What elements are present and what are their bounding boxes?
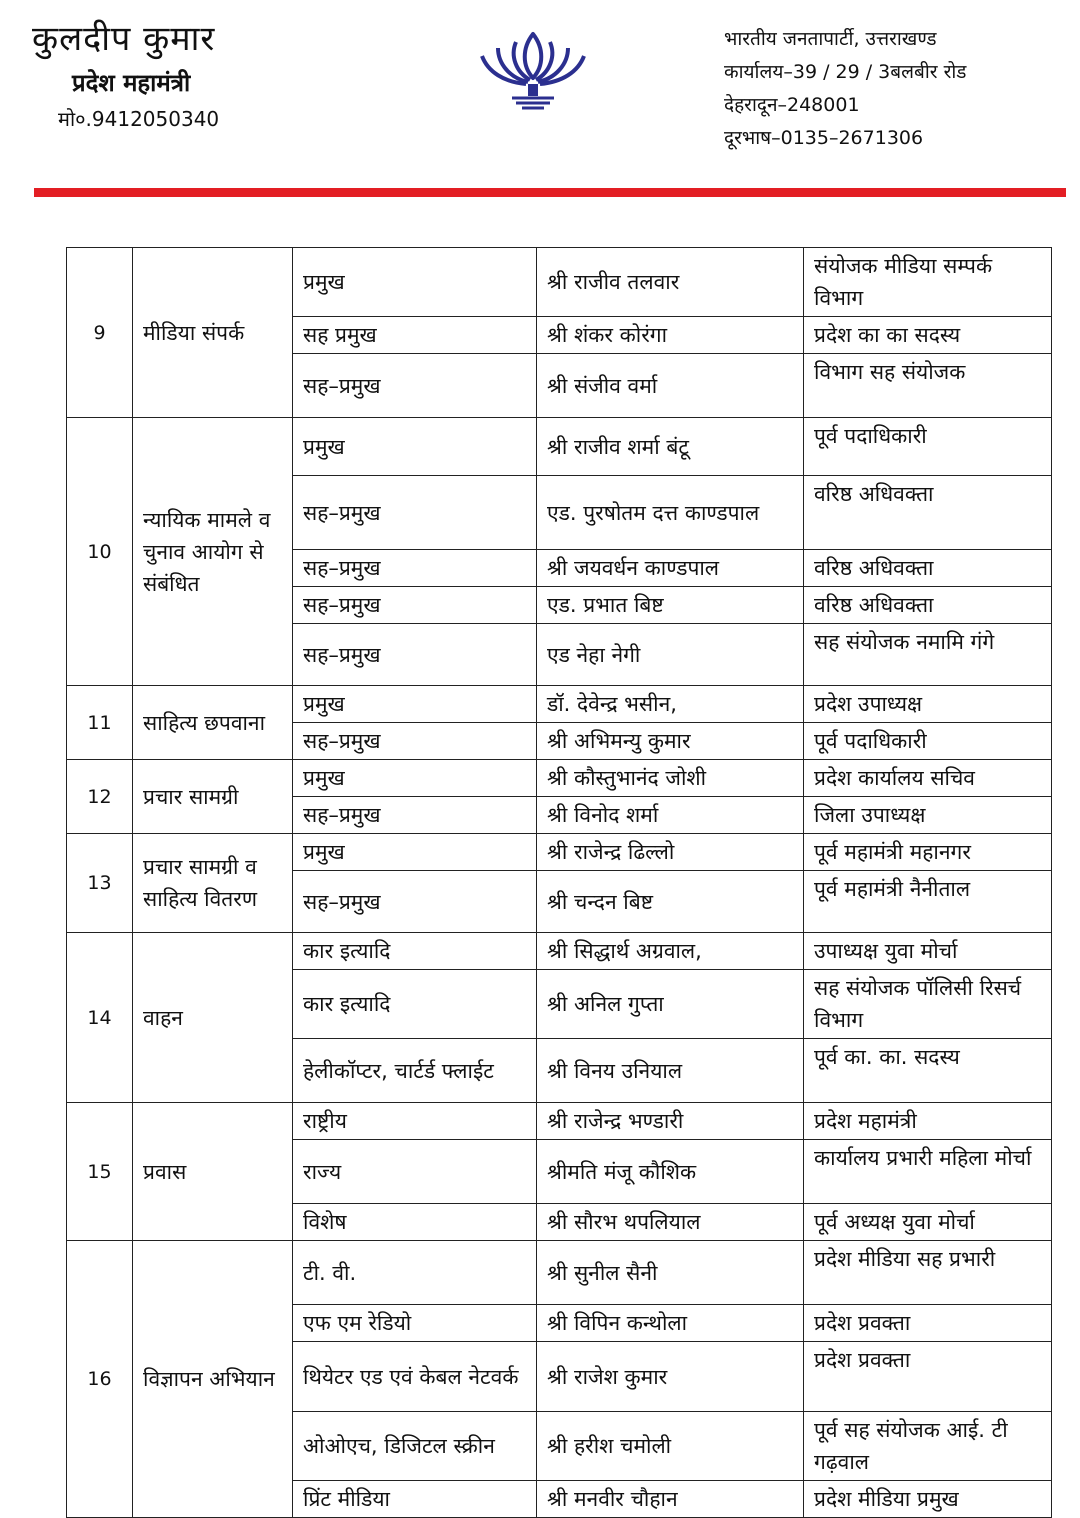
table-row: [67, 834, 1052, 871]
department-name: प्रचार सामग्री व साहित्य वितरण: [133, 834, 293, 933]
designation: सह संयोजक नमामि गंगे: [804, 624, 1052, 686]
person-name: श्री राजेन्द्र भण्डारी: [537, 1103, 804, 1140]
role-cell: कार इत्यादि: [293, 933, 537, 970]
designation: वरिष्ठ अधिवक्ता: [804, 587, 1052, 624]
role-cell: प्रमुख: [293, 418, 537, 476]
table-row: [67, 933, 1052, 970]
role-cell: प्रमुख: [293, 686, 537, 723]
serial-number: 10: [67, 418, 133, 686]
person-name: श्री चन्दन बिष्ट: [537, 871, 804, 933]
designation: प्रदेश उपाध्यक्ष: [804, 686, 1052, 723]
designation: सह संयोजक पॉलिसी रिसर्च विभाग: [804, 970, 1052, 1039]
person-name: श्री सौरभ थपलियाल: [537, 1204, 804, 1241]
serial-number: 16: [67, 1241, 133, 1518]
role-cell: राज्य: [293, 1140, 537, 1204]
role-cell: सह–प्रमुख: [293, 871, 537, 933]
designation: प्रदेश प्रवक्ता: [804, 1305, 1052, 1342]
designation: पूर्व सह संयोजक आई. टी गढ़वाल: [804, 1412, 1052, 1481]
person-name: श्री राजेन्द्र ढिल्लो: [537, 834, 804, 871]
person-name: श्री मनवीर चौहान: [537, 1481, 804, 1518]
org-name: भारतीय जनतापार्टी, उत्तराखण्ड: [724, 28, 937, 50]
serial-number: 11: [67, 686, 133, 760]
person-name: एड. प्रभात बिष्ट: [537, 587, 804, 624]
role-cell: प्रमुख: [293, 834, 537, 871]
department-name: न्यायिक मामले व चुनाव आयोग से संबंधित: [133, 418, 293, 686]
role-cell: सह–प्रमुख: [293, 723, 537, 760]
designation: प्रदेश मीडिया प्रमुख: [804, 1481, 1052, 1518]
office-address: कार्यालय–39 / 29 / 3बलबीर रोड: [724, 61, 967, 83]
designation: वरिष्ठ अधिवक्ता: [804, 476, 1052, 550]
person-name: श्री राजीव शर्मा बंटू: [537, 418, 804, 476]
role-cell: प्रिंट मीडिया: [293, 1481, 537, 1518]
serial-number: 9: [67, 248, 133, 418]
designation: पूर्व पदाधिकारी: [804, 723, 1052, 760]
person-name: श्री विनोद शर्मा: [537, 797, 804, 834]
person-name: श्री शंकर कोरंगा: [537, 317, 804, 354]
role-cell: सह–प्रमुख: [293, 354, 537, 418]
person-name: श्री विपिन कन्थोला: [537, 1305, 804, 1342]
person-name: श्री कौस्तुभानंद जोशी: [537, 760, 804, 797]
person-name: श्री संजीव वर्मा: [537, 354, 804, 418]
role-cell: सह–प्रमुख: [293, 587, 537, 624]
person-name: श्री सुनील सैनी: [537, 1241, 804, 1305]
person-name: श्री सिद्धार्थ अग्रवाल,: [537, 933, 804, 970]
role-cell: सह प्रमुख: [293, 317, 537, 354]
designation: पूर्व पदाधिकारी: [804, 418, 1052, 476]
designation: प्रदेश महामंत्री: [804, 1103, 1052, 1140]
designation: प्रदेश मीडिया सह प्रभारी: [804, 1241, 1052, 1305]
designation: प्रदेश प्रवक्ता: [804, 1342, 1052, 1412]
header-divider: [34, 188, 1066, 197]
person-name: एड नेहा नेगी: [537, 624, 804, 686]
person-name: श्री विनय उनियाल: [537, 1039, 804, 1103]
department-name: प्रवास: [133, 1103, 293, 1241]
serial-number: 12: [67, 760, 133, 834]
designation: पूर्व महामंत्री नैनीताल: [804, 871, 1052, 933]
designation: पूर्व महामंत्री महानगर: [804, 834, 1052, 871]
designation: विभाग सह संयोजक: [804, 354, 1052, 418]
role-cell: प्रमुख: [293, 248, 537, 317]
role-cell: सह–प्रमुख: [293, 550, 537, 587]
table-row: [67, 760, 1052, 797]
table-row: [67, 686, 1052, 723]
department-name: प्रचार सामग्री: [133, 760, 293, 834]
table-row: [67, 248, 1052, 317]
responsibility-table: [66, 247, 1052, 1518]
phone: दूरभाष–0135–2671306: [724, 127, 924, 149]
role-cell: थियेटर एड एवं केबल नेटवर्क: [293, 1342, 537, 1412]
designation: जिला उपाध्यक्ष: [804, 797, 1052, 834]
table-row: [67, 418, 1052, 476]
serial-number: 13: [67, 834, 133, 933]
letterhead-address: [724, 26, 966, 158]
table-row: [67, 1241, 1052, 1305]
role-cell: सह–प्रमुख: [293, 624, 537, 686]
designation: कार्यालय प्रभारी महिला मोर्चा: [804, 1140, 1052, 1204]
role-cell: टी. वी.: [293, 1241, 537, 1305]
department-name: साहित्य छपवाना: [133, 686, 293, 760]
role-cell: कार इत्यादि: [293, 970, 537, 1039]
sender-post: प्रदेश महामंत्री: [72, 69, 191, 97]
role-cell: सह–प्रमुख: [293, 476, 537, 550]
role-cell: विशेष: [293, 1204, 537, 1241]
table-row: [67, 1103, 1052, 1140]
designation: प्रदेश कार्यालय सचिव: [804, 760, 1052, 797]
designation: उपाध्यक्ष युवा मोर्चा: [804, 933, 1052, 970]
city: देहरादून–248001: [724, 94, 860, 116]
serial-number: 14: [67, 933, 133, 1103]
designation: संयोजक मीडिया सम्पर्क विभाग: [804, 248, 1052, 317]
person-name: श्री राजेश कुमार: [537, 1342, 804, 1412]
department-name: मीडिया संपर्क: [133, 248, 293, 418]
letterhead-sender: [32, 14, 219, 132]
department-name: विज्ञापन अभियान: [133, 1241, 293, 1518]
lotus-logo-icon: [478, 26, 588, 112]
person-name: श्री राजीव तलवार: [537, 248, 804, 317]
person-name: श्री हरीश चमोली: [537, 1412, 804, 1481]
sender-mobile: मो०.9412050340: [58, 107, 220, 131]
department-name: वाहन: [133, 933, 293, 1103]
role-cell: ओओएच, डिजिटल स्क्रीन: [293, 1412, 537, 1481]
person-name: श्रीमति मंजू कौशिक: [537, 1140, 804, 1204]
person-name: एड. पुरषोतम दत्त काण्डपाल: [537, 476, 804, 550]
role-cell: राष्ट्रीय: [293, 1103, 537, 1140]
role-cell: एफ एम रेडियो: [293, 1305, 537, 1342]
person-name: श्री अभिमन्यु कुमार: [537, 723, 804, 760]
designation: पूर्व का. का. सदस्य: [804, 1039, 1052, 1103]
designation: वरिष्ठ अधिवक्ता: [804, 550, 1052, 587]
sender-name: कुलदीप कुमार: [32, 19, 216, 59]
person-name: डॉ. देवेन्द्र भसीन,: [537, 686, 804, 723]
role-cell: हेलीकॉप्टर, चार्टर्ड फ्लाईट: [293, 1039, 537, 1103]
person-name: श्री जयवर्धन काण्डपाल: [537, 550, 804, 587]
serial-number: 15: [67, 1103, 133, 1241]
designation: पूर्व अध्यक्ष युवा मोर्चा: [804, 1204, 1052, 1241]
person-name: श्री अनिल गुप्ता: [537, 970, 804, 1039]
role-cell: प्रमुख: [293, 760, 537, 797]
designation: प्रदेश का का सदस्य: [804, 317, 1052, 354]
role-cell: सह–प्रमुख: [293, 797, 537, 834]
